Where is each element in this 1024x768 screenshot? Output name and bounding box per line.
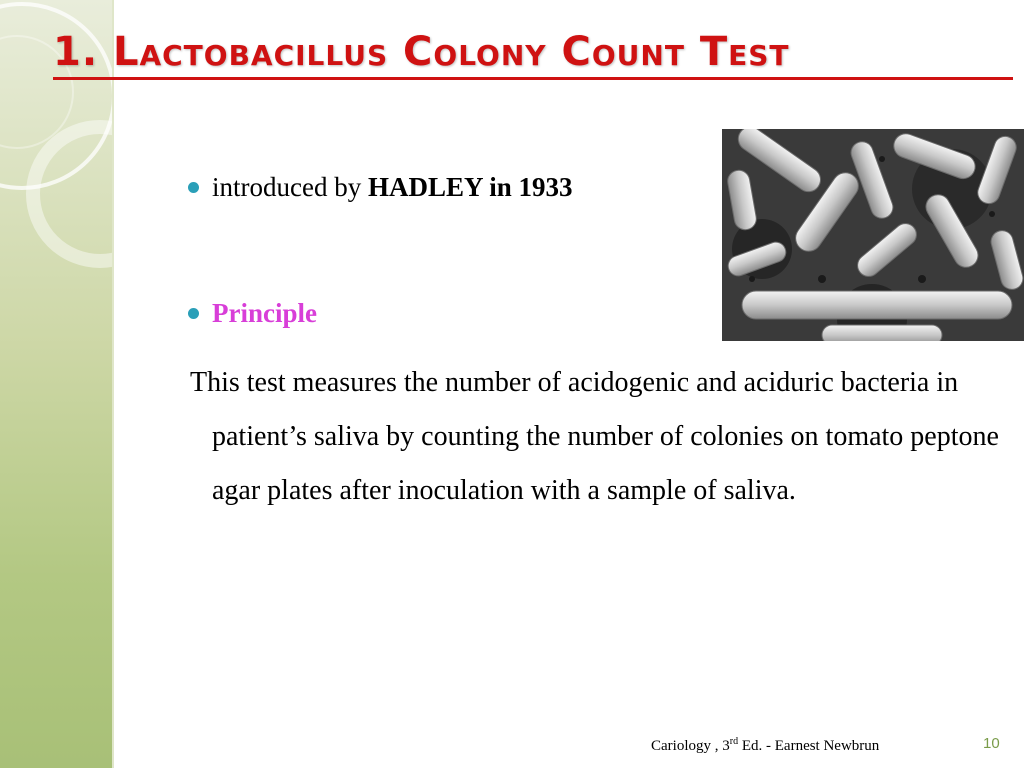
footer-ref-sup: rd — [729, 736, 739, 747]
footer-reference — [651, 736, 879, 755]
principle-paragraph: This test measures the number of acidogenic and aciduric bacteria in patient’s saliva by counting the number of colonies on tomato peptone agar plates after inoculation with a sample of saliva. — [190, 367, 999, 506]
decorative-ring — [26, 120, 174, 268]
bullet-principle — [188, 298, 317, 329]
bullet-text-lead: introduced by — [212, 172, 368, 202]
bullet-introduced-by — [188, 172, 573, 203]
side-decoration-panel — [0, 0, 112, 768]
footer-ref-pre: Cariology , 3 — [651, 738, 730, 754]
bullet-dot-icon — [188, 308, 199, 319]
principle-heading: Principle — [212, 298, 317, 328]
title-underline — [53, 77, 1013, 80]
page-number: 10 — [983, 735, 1000, 752]
bullet-dot-icon — [188, 182, 199, 193]
bacteria-micrograph-image — [722, 129, 1024, 341]
side-divider-line — [112, 0, 114, 768]
bullet-text-emphasis: HADLEY in 1933 — [367, 172, 573, 202]
footer-ref-post: Ed. - Earnest Newbrun — [738, 738, 880, 754]
slide-title: 1. Lactobacillus Colony Count Test — [53, 29, 790, 75]
